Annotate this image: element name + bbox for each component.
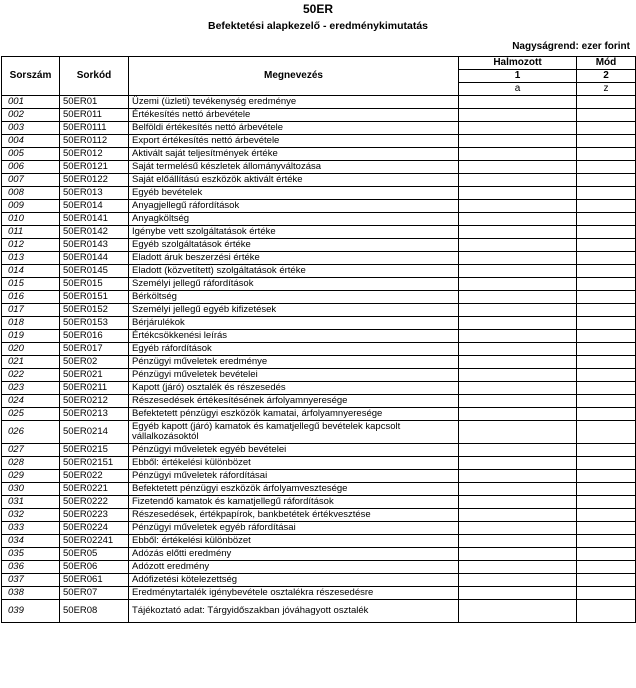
row-serial: 011 xyxy=(2,226,60,239)
row-modification-value[interactable] xyxy=(577,509,636,522)
row-cumulative-value[interactable] xyxy=(459,496,577,509)
row-cumulative-value[interactable] xyxy=(459,522,577,535)
row-code: 50ER0153 xyxy=(60,317,129,330)
row-name: Részesedések értékesítésének árfolyamnyeresége xyxy=(129,395,459,408)
row-serial: 005 xyxy=(2,148,60,161)
row-serial: 021 xyxy=(2,356,60,369)
row-serial: 019 xyxy=(2,330,60,343)
row-modification-value[interactable] xyxy=(577,369,636,382)
row-name: Anyagjellegű ráfordítások xyxy=(129,200,459,213)
row-name: Üzemi (üzleti) tevékenység eredménye xyxy=(129,96,459,109)
row-cumulative-value[interactable] xyxy=(459,600,577,623)
row-serial: 030 xyxy=(2,483,60,496)
table-row xyxy=(2,574,636,587)
row-modification-value[interactable] xyxy=(577,587,636,600)
table-row xyxy=(2,496,636,509)
row-modification-value[interactable] xyxy=(577,408,636,421)
table-row xyxy=(2,548,636,561)
table-row xyxy=(2,122,636,135)
row-code: 50ER0222 xyxy=(60,496,129,509)
table-row xyxy=(2,200,636,213)
row-code: 50ER0143 xyxy=(60,239,129,252)
row-name: Egyéb szolgáltatások értéke xyxy=(129,239,459,252)
row-cumulative-value[interactable] xyxy=(459,213,577,226)
row-cumulative-value[interactable] xyxy=(459,135,577,148)
row-code: 50ER08 xyxy=(60,600,129,623)
row-code: 50ER0145 xyxy=(60,265,129,278)
row-code: 50ER013 xyxy=(60,187,129,200)
row-cumulative-value[interactable] xyxy=(459,122,577,135)
row-cumulative-value[interactable] xyxy=(459,304,577,317)
row-code: 50ER011 xyxy=(60,109,129,122)
row-modification-value[interactable] xyxy=(577,395,636,408)
form-code: 50ER xyxy=(302,2,334,16)
row-code: 50ER02241 xyxy=(60,535,129,548)
row-code: 50ER012 xyxy=(60,148,129,161)
row-serial: 010 xyxy=(2,213,60,226)
row-name: Pénzügyi műveletek ráfordításai xyxy=(129,470,459,483)
income-statement-table xyxy=(1,56,636,623)
row-cumulative-value[interactable] xyxy=(459,470,577,483)
table-row xyxy=(2,356,636,369)
row-serial: 025 xyxy=(2,408,60,421)
header-rowcode: Sorkód xyxy=(60,57,129,96)
row-code: 50ER014 xyxy=(60,200,129,213)
table-row xyxy=(2,330,636,343)
row-modification-value[interactable] xyxy=(577,356,636,369)
row-serial: 013 xyxy=(2,252,60,265)
row-cumulative-value[interactable] xyxy=(459,252,577,265)
row-cumulative-value[interactable] xyxy=(459,161,577,174)
table-row xyxy=(2,509,636,522)
row-cumulative-value[interactable] xyxy=(459,226,577,239)
row-serial: 037 xyxy=(2,574,60,587)
table-row xyxy=(2,239,636,252)
table-row xyxy=(2,174,636,187)
row-serial: 024 xyxy=(2,395,60,408)
row-name: Eladott (közvetített) szolgáltatások értéke xyxy=(129,265,459,278)
row-code: 50ER017 xyxy=(60,343,129,356)
row-name: Adófizetési kötelezettség xyxy=(129,574,459,587)
table-row xyxy=(2,535,636,548)
table-row xyxy=(2,317,636,330)
row-cumulative-value[interactable] xyxy=(459,587,577,600)
row-modification-value[interactable] xyxy=(577,226,636,239)
row-serial: 039 xyxy=(2,600,60,623)
table-row xyxy=(2,444,636,457)
row-code: 50ER0142 xyxy=(60,226,129,239)
row-name: Értékcsökkenési leírás xyxy=(129,330,459,343)
row-modification-value[interactable] xyxy=(577,239,636,252)
row-name: Befektetett pénzügyi eszközök árfolyamvesztesége xyxy=(129,483,459,496)
row-serial: 026 xyxy=(2,421,60,444)
row-modification-value[interactable] xyxy=(577,343,636,356)
row-serial: 033 xyxy=(2,522,60,535)
row-name: Személyi jellegű ráfordítások xyxy=(129,278,459,291)
table-row xyxy=(2,161,636,174)
row-cumulative-value[interactable] xyxy=(459,535,577,548)
row-cumulative-value[interactable] xyxy=(459,548,577,561)
row-modification-value[interactable] xyxy=(577,330,636,343)
row-name: Ebből: értékelési különbözet xyxy=(129,457,459,470)
row-cumulative-value[interactable] xyxy=(459,330,577,343)
header-serial: Sorszám xyxy=(2,57,60,96)
row-name: Értékesítés nettó árbevétele xyxy=(129,109,459,122)
row-modification-value[interactable] xyxy=(577,304,636,317)
row-code: 50ER0215 xyxy=(60,444,129,457)
row-code: 50ER022 xyxy=(60,470,129,483)
row-serial: 003 xyxy=(2,122,60,135)
row-name: Tájékoztató adat: Tárgyidőszakban jóváhagyott osztalék xyxy=(129,600,459,623)
table-row xyxy=(2,109,636,122)
row-cumulative-value[interactable] xyxy=(459,109,577,122)
table-row xyxy=(2,135,636,148)
table-row xyxy=(2,457,636,470)
row-cumulative-value[interactable] xyxy=(459,265,577,278)
row-cumulative-value[interactable] xyxy=(459,200,577,213)
row-modification-value[interactable] xyxy=(577,382,636,395)
table-row xyxy=(2,343,636,356)
row-serial: 001 xyxy=(2,96,60,109)
row-name: Egyéb bevételek xyxy=(129,187,459,200)
row-modification-value[interactable] xyxy=(577,561,636,574)
row-serial: 032 xyxy=(2,509,60,522)
row-code: 50ER0121 xyxy=(60,161,129,174)
row-code: 50ER0112 xyxy=(60,135,129,148)
row-code: 50ER0151 xyxy=(60,291,129,304)
table-row xyxy=(2,408,636,421)
row-code: 50ER0224 xyxy=(60,522,129,535)
row-code: 50ER016 xyxy=(60,330,129,343)
row-code: 50ER021 xyxy=(60,369,129,382)
row-code: 50ER07 xyxy=(60,587,129,600)
row-cumulative-value[interactable] xyxy=(459,408,577,421)
table-row xyxy=(2,587,636,600)
row-modification-value[interactable] xyxy=(577,548,636,561)
row-serial: 036 xyxy=(2,561,60,574)
row-cumulative-value[interactable] xyxy=(459,561,577,574)
row-name: Egyéb ráfordítások xyxy=(129,343,459,356)
row-cumulative-value[interactable] xyxy=(459,356,577,369)
row-modification-value[interactable] xyxy=(577,278,636,291)
row-code: 50ER0213 xyxy=(60,408,129,421)
row-cumulative-value[interactable] xyxy=(459,457,577,470)
row-modification-value[interactable] xyxy=(577,174,636,187)
row-name: Saját termelésű készletek állományváltozása xyxy=(129,161,459,174)
table-row xyxy=(2,395,636,408)
row-name: Aktivált saját teljesítmények értéke xyxy=(129,148,459,161)
row-modification-value[interactable] xyxy=(577,109,636,122)
row-modification-value[interactable] xyxy=(577,522,636,535)
row-name: Kapott (járó) osztalék és részesedés xyxy=(129,382,459,395)
row-serial: 006 xyxy=(2,161,60,174)
row-code: 50ER01 xyxy=(60,96,129,109)
row-modification-value[interactable] xyxy=(577,135,636,148)
row-cumulative-value[interactable] xyxy=(459,174,577,187)
row-cumulative-value[interactable] xyxy=(459,395,577,408)
row-code: 50ER0223 xyxy=(60,509,129,522)
row-modification-value[interactable] xyxy=(577,148,636,161)
row-cumulative-value[interactable] xyxy=(459,444,577,457)
row-code: 50ER05 xyxy=(60,548,129,561)
row-name: Bérjárulékok xyxy=(129,317,459,330)
row-cumulative-value[interactable] xyxy=(459,509,577,522)
row-modification-value[interactable] xyxy=(577,535,636,548)
table-row xyxy=(2,213,636,226)
row-name: Belföldi értékesítés nettó árbevétele xyxy=(129,122,459,135)
header-name: Megnevezés xyxy=(129,57,459,96)
row-code: 50ER02151 xyxy=(60,457,129,470)
row-serial: 034 xyxy=(2,535,60,548)
table-body xyxy=(2,96,636,623)
row-modification-value[interactable] xyxy=(577,265,636,278)
row-name: Pénzügyi műveletek egyéb bevételei xyxy=(129,444,459,457)
table-row xyxy=(2,369,636,382)
row-cumulative-value[interactable] xyxy=(459,317,577,330)
row-name: Adózott eredmény xyxy=(129,561,459,574)
table-row xyxy=(2,304,636,317)
header-cumulative-letter: a xyxy=(459,83,577,96)
row-name: Adózás előtti eredmény xyxy=(129,548,459,561)
header-modification: Mód xyxy=(577,57,636,70)
row-serial: 008 xyxy=(2,187,60,200)
table-row xyxy=(2,252,636,265)
row-serial: 014 xyxy=(2,265,60,278)
row-code: 50ER0212 xyxy=(60,395,129,408)
row-serial: 009 xyxy=(2,200,60,213)
table-row xyxy=(2,226,636,239)
row-name: Fizetendő kamatok és kamatjellegű ráfordítások xyxy=(129,496,459,509)
row-cumulative-value[interactable] xyxy=(459,369,577,382)
row-modification-value[interactable] xyxy=(577,574,636,587)
row-modification-value[interactable] xyxy=(577,457,636,470)
row-serial: 029 xyxy=(2,470,60,483)
header-cumulative-num: 1 xyxy=(459,70,577,83)
form-title: Befektetési alapkezelő - eredménykimutatás xyxy=(207,20,428,32)
row-name: Személyi jellegű egyéb kifizetések xyxy=(129,304,459,317)
row-serial: 015 xyxy=(2,278,60,291)
row-code: 50ER061 xyxy=(60,574,129,587)
row-name: Egyéb kapott (járó) kamatok és kamatjellegű bevételek kapcsolt vállalkozásoktól xyxy=(129,421,459,444)
row-modification-value[interactable] xyxy=(577,470,636,483)
row-name: Pénzügyi műveletek eredménye xyxy=(129,356,459,369)
table-row xyxy=(2,291,636,304)
row-code: 50ER02 xyxy=(60,356,129,369)
row-serial: 002 xyxy=(2,109,60,122)
row-cumulative-value[interactable] xyxy=(459,382,577,395)
row-cumulative-value[interactable] xyxy=(459,421,577,444)
table-row xyxy=(2,421,636,444)
row-name: Export értékesítés nettó árbevétele xyxy=(129,135,459,148)
row-serial: 023 xyxy=(2,382,60,395)
row-serial: 022 xyxy=(2,369,60,382)
row-modification-value[interactable] xyxy=(577,161,636,174)
row-serial: 007 xyxy=(2,174,60,187)
row-code: 50ER0111 xyxy=(60,122,129,135)
row-cumulative-value[interactable] xyxy=(459,148,577,161)
row-name: Igénybe vett szolgáltatások értéke xyxy=(129,226,459,239)
row-name: Anyagköltség xyxy=(129,213,459,226)
row-cumulative-value[interactable] xyxy=(459,187,577,200)
row-cumulative-value[interactable] xyxy=(459,278,577,291)
row-name: Pénzügyi műveletek bevételei xyxy=(129,369,459,382)
table-row xyxy=(2,483,636,496)
row-serial: 031 xyxy=(2,496,60,509)
table-row xyxy=(2,187,636,200)
row-code: 50ER0214 xyxy=(60,421,129,444)
row-cumulative-value[interactable] xyxy=(459,291,577,304)
row-code: 50ER0141 xyxy=(60,213,129,226)
row-modification-value[interactable] xyxy=(577,421,636,444)
row-code: 50ER0152 xyxy=(60,304,129,317)
table-row xyxy=(2,278,636,291)
row-serial: 018 xyxy=(2,317,60,330)
row-modification-value[interactable] xyxy=(577,600,636,623)
row-serial: 027 xyxy=(2,444,60,457)
unit-note: Nagyságrend: ezer forint xyxy=(512,41,630,52)
table-row xyxy=(2,561,636,574)
row-cumulative-value[interactable] xyxy=(459,96,577,109)
row-modification-value[interactable] xyxy=(577,200,636,213)
row-serial: 012 xyxy=(2,239,60,252)
row-name: Befektetett pénzügyi eszközök kamatai, árfolyamnyeresége xyxy=(129,408,459,421)
row-modification-value[interactable] xyxy=(577,317,636,330)
row-cumulative-value[interactable] xyxy=(459,483,577,496)
row-modification-value[interactable] xyxy=(577,96,636,109)
header-modification-num: 2 xyxy=(577,70,636,83)
row-serial: 016 xyxy=(2,291,60,304)
row-serial: 020 xyxy=(2,343,60,356)
row-serial: 017 xyxy=(2,304,60,317)
table-row xyxy=(2,382,636,395)
table-row xyxy=(2,96,636,109)
row-name: Eladott áruk beszerzési értéke xyxy=(129,252,459,265)
row-modification-value[interactable] xyxy=(577,187,636,200)
table-row xyxy=(2,148,636,161)
row-code: 50ER0221 xyxy=(60,483,129,496)
row-modification-value[interactable] xyxy=(577,213,636,226)
row-cumulative-value[interactable] xyxy=(459,574,577,587)
row-code: 50ER015 xyxy=(60,278,129,291)
row-serial: 038 xyxy=(2,587,60,600)
row-name: Ebből: értékelési különbözet xyxy=(129,535,459,548)
row-name: Eredménytartalék igénybevétele osztalékra részesedésre xyxy=(129,587,459,600)
table-row xyxy=(2,470,636,483)
row-code: 50ER0211 xyxy=(60,382,129,395)
row-serial: 004 xyxy=(2,135,60,148)
row-serial: 028 xyxy=(2,457,60,470)
row-modification-value[interactable] xyxy=(577,252,636,265)
row-name: Saját előállítású eszközök aktivált értéke xyxy=(129,174,459,187)
header-cumulative: Halmozott xyxy=(459,57,577,70)
row-modification-value[interactable] xyxy=(577,122,636,135)
row-modification-value[interactable] xyxy=(577,483,636,496)
table-row xyxy=(2,522,636,535)
row-cumulative-value[interactable] xyxy=(459,343,577,356)
row-cumulative-value[interactable] xyxy=(459,239,577,252)
row-serial: 035 xyxy=(2,548,60,561)
row-modification-value[interactable] xyxy=(577,496,636,509)
row-code: 50ER0122 xyxy=(60,174,129,187)
row-name: Bérköltség xyxy=(129,291,459,304)
row-name: Részesedések, értékpapírok, bankbetétek értékvesztése xyxy=(129,509,459,522)
row-code: 50ER06 xyxy=(60,561,129,574)
row-modification-value[interactable] xyxy=(577,291,636,304)
table-row xyxy=(2,265,636,278)
table-row xyxy=(2,600,636,623)
row-name: Pénzügyi műveletek egyéb ráfordításai xyxy=(129,522,459,535)
header-modification-letter: z xyxy=(577,83,636,96)
row-modification-value[interactable] xyxy=(577,444,636,457)
row-code: 50ER0144 xyxy=(60,252,129,265)
